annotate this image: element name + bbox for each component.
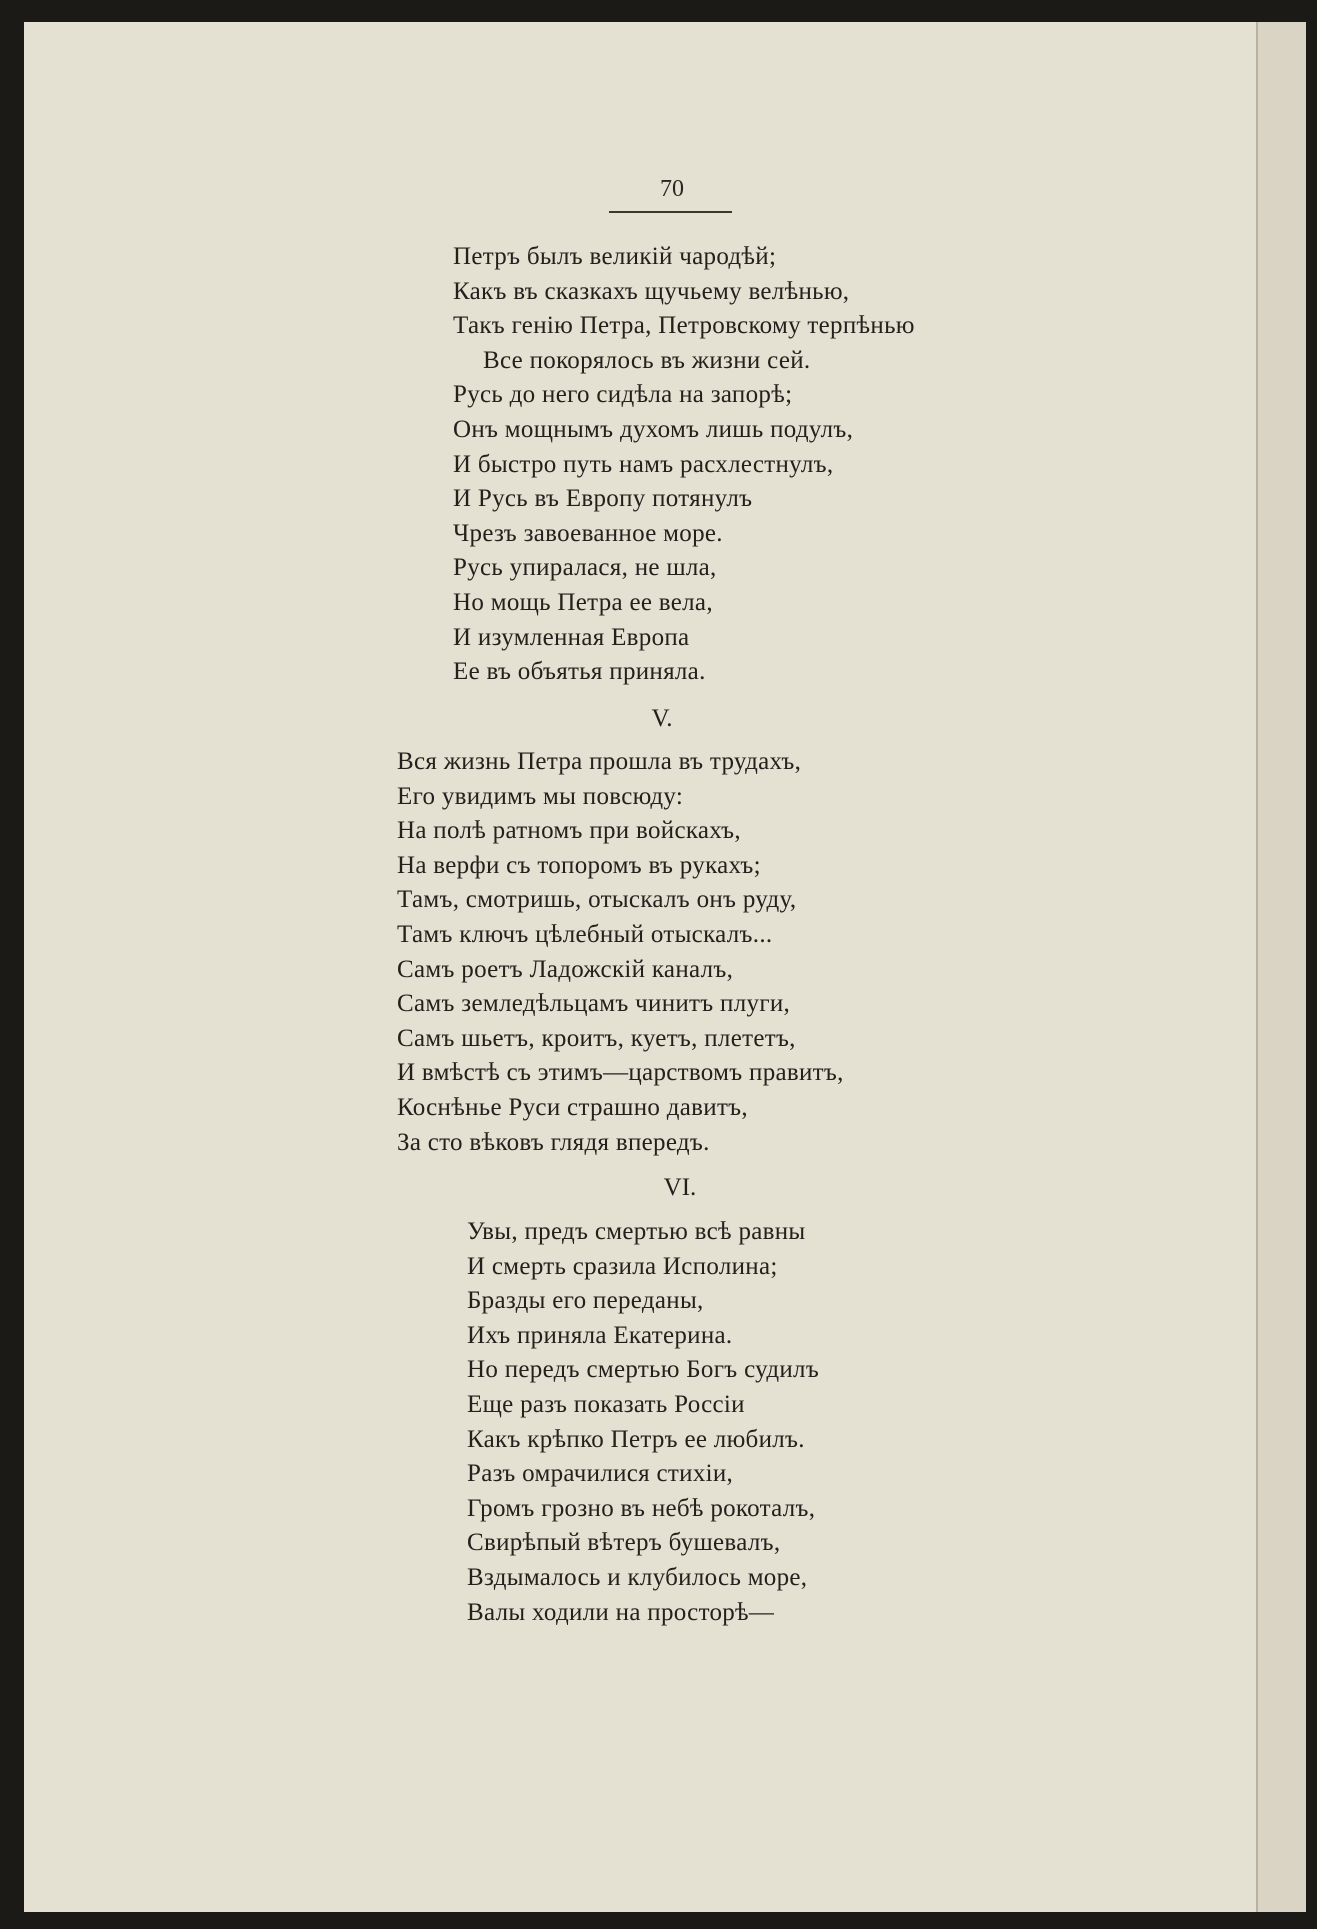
verse-line: Русь упиралася, не шла,: [453, 554, 717, 582]
verse-line: Коснѣнье Руси страшно давитъ,: [397, 1093, 748, 1121]
header-rule: [609, 211, 732, 213]
stanza-1: [453, 240, 915, 690]
verse-line: Его увидимъ мы повсюду:: [397, 782, 684, 810]
verse-line: И быстро путь намъ расхлестнулъ,: [453, 450, 834, 478]
verse-line: Ихъ приняла Екатерина.: [467, 1321, 733, 1349]
verse-line: Все покорялось въ жизни сей.: [483, 346, 811, 374]
verse-line: Онъ мощнымъ духомъ лишь подулъ,: [453, 415, 854, 443]
verse-line: Самъ роетъ Ладожскій каналъ,: [397, 955, 734, 983]
section-vi-verse: [467, 1215, 819, 1630]
verse-line: Еще разъ показать Россіи: [467, 1390, 745, 1418]
verse-line: Свирѣпый вѣтеръ бушевалъ,: [467, 1529, 781, 1557]
verse-line: Бразды его переданы,: [467, 1287, 704, 1315]
verse-line: Тамъ, смотришь, отыскалъ онъ руду,: [397, 886, 797, 914]
section-v-verse: [397, 745, 844, 1160]
verse-line: Какъ крѣпко Петръ ее любилъ.: [467, 1425, 805, 1453]
verse-line: Но мощь Петра ее вела,: [453, 588, 713, 616]
verse-line: На верфи съ топоромъ въ рукахъ;: [397, 851, 761, 879]
page-number: 70: [660, 176, 684, 202]
verse-line: И изумленная Европа: [453, 623, 690, 651]
verse-line: Чрезъ завоеванное море.: [453, 519, 723, 547]
verse-line: Ее въ объятья приняла.: [453, 658, 706, 686]
next-page-edge: [1256, 22, 1306, 1912]
verse-line: Но передъ смертью Богъ судилъ: [467, 1356, 820, 1384]
verse-line: Самъ земледѣльцамъ чинитъ плуги,: [397, 990, 791, 1018]
section-heading-v: V.: [651, 705, 673, 732]
verse-line: И смерть сразила Исполина;: [467, 1252, 778, 1280]
verse-line: Вздымалось и клубилось море,: [467, 1563, 808, 1591]
verse-line: Такъ генію Петра, Петровскому терпѣнью: [453, 312, 915, 340]
verse-line: И вмѣстѣ съ этимъ—царствомъ правитъ,: [397, 1059, 844, 1087]
verse-line: Валы ходили на просторѣ—: [467, 1598, 775, 1626]
section-heading-vi: VI.: [663, 1174, 697, 1201]
verse-line: Вся жизнь Петра прошла въ трудахъ,: [397, 748, 802, 775]
verse-line: И Русь въ Европу потянулъ: [453, 485, 753, 513]
verse-line: На полѣ ратномъ при войскахъ,: [397, 817, 741, 845]
verse-line: Русь до него сидѣла на запорѣ;: [453, 381, 793, 409]
verse-line: Тамъ ключъ цѣлебный отыскалъ...: [397, 920, 773, 948]
verse-line: Какъ въ сказкахъ щучьему велѣнью,: [453, 277, 850, 305]
verse-line: Громъ грозно въ небѣ рокоталъ,: [467, 1494, 816, 1522]
verse-line: Увы, предъ смертью всѣ равны: [467, 1218, 806, 1245]
verse-line: Разъ омрачилися стихіи,: [467, 1460, 734, 1488]
verse-line: Самъ шьетъ, кроитъ, куетъ, плететъ,: [397, 1024, 796, 1052]
verse-line: Петръ былъ великій чародѣй;: [453, 243, 777, 270]
verse-line: За сто вѣковъ глядя впередъ.: [397, 1128, 710, 1156]
